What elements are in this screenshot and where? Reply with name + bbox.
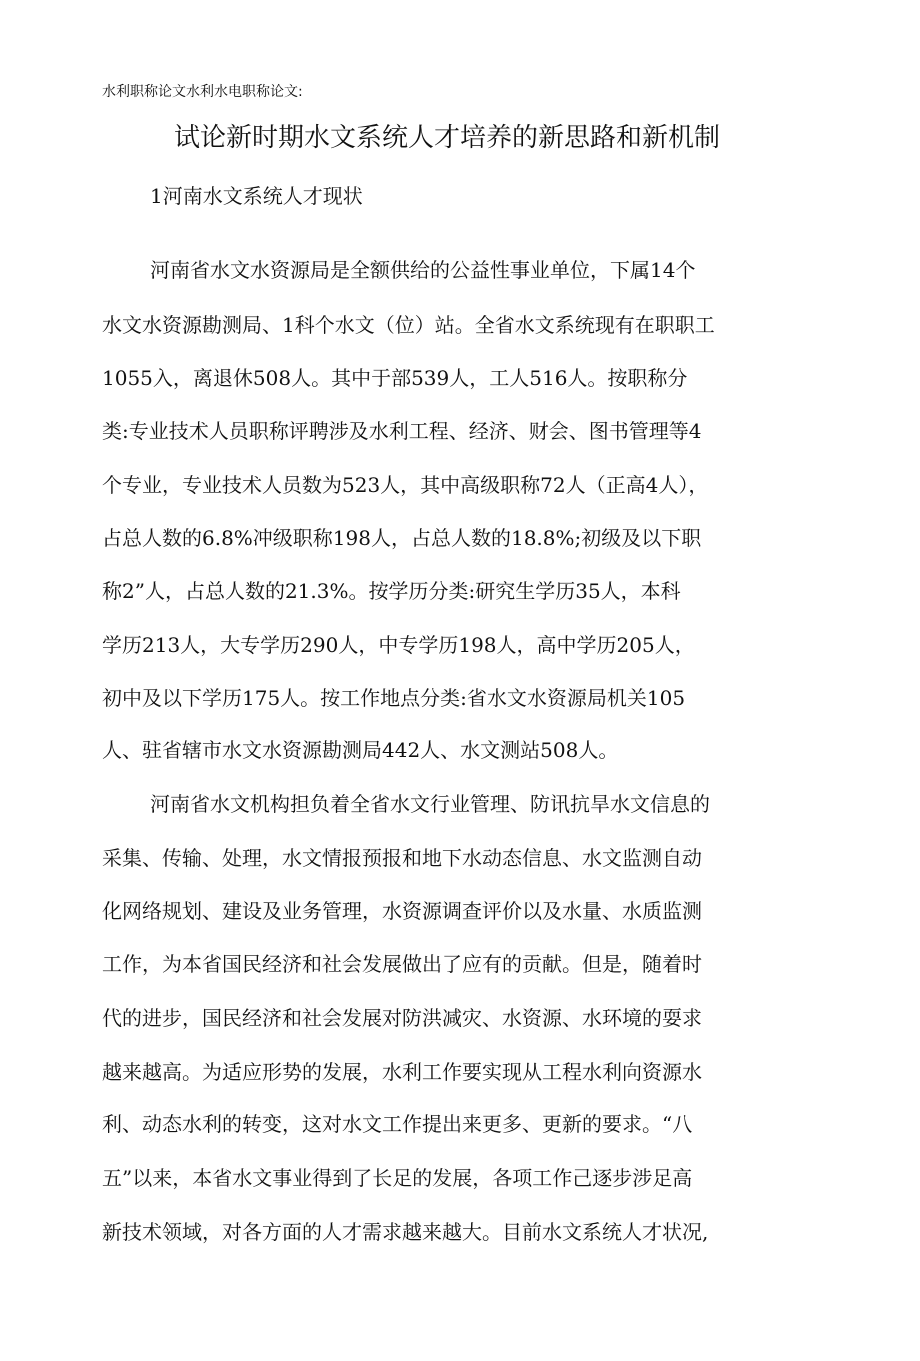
paragraph1-line-5: 个专业，专业技术人员数为523人，其中高级职称72人（正高4人）， [102,473,709,497]
document-title: 试论新时期水文系统人才培养的新思路和新机制 [174,123,721,153]
paragraph1-line-9: 初中及以下学历175人。按工作地点分类:省水文水资源局机关105 [102,686,686,710]
paragraph2-line-8: 五”以来，本省水文事业得到了长足的发展，各项工作己逐步涉足高 [102,1166,693,1190]
header-note: 水利职称论文水利水电职称论文: [102,84,303,100]
paragraph2-line-7: 利、动态水利的转变，这对水文工作提出来更多、更新的要求。“八 [102,1112,693,1136]
paragraph1-line-7: 称2”人，占总人数的21.3%。按学历分类:研究生学历35人，本科 [102,579,681,603]
paragraph1-line-1: 河南省水文水资源局是全额供给的公益性事业单位，下属14个 [150,258,696,282]
paragraph2-line-6: 越来越高。为适应形势的发展，水利工作要实现从工程水利向资源水 [102,1060,702,1084]
paragraph1-line-10: 人、驻省辖市水文水资源勘测局442人、水文测站508人。 [102,738,619,762]
paragraph1-line-3: 1055入，离退休508人。其中于部539人，工人516人。按职称分 [102,366,688,390]
paragraph1-line-2: 水文水资源勘测局、1科个水文（位）站。全省水文系统现有在职职工 [102,313,715,337]
paragraph2-line-5: 代的进步，国民经济和社会发展对防洪减灾、水资源、水环境的耍求 [102,1006,702,1030]
paragraph1-line-6: 占总人数的6.8%冲级职称198人，占总人数的18.8%;初级及以下职 [102,526,702,550]
paragraph2-line-1: 河南省水文机构担负着全省水文行业管理、防讯抗旱水文信息的 [150,792,710,816]
paragraph2-line-3: 化网络规划、建设及业务管理，水资源调查评价以及水量、水质监测 [102,899,702,923]
paragraph1-line-4: 类:专业技术人员职称评聘涉及水利工程、经济、财会、图书管理等4 [102,419,702,443]
paragraph2-line-2: 采集、传输、处理，水文情报预报和地下水动态信息、水文监测自动 [102,846,702,870]
paragraph1-line-8: 学历213人，大专学历290人，中专学历198人，高中学历205人， [102,633,695,657]
paragraph2-line-9: 新技术领域，对各方面的人才需求越来越大。目前水文系统人才状况, [102,1220,709,1244]
section-heading: 1河南水文系统人才现状 [150,184,363,208]
paragraph2-line-4: 工作，为本省国民经济和社会发展做出了应有的贡献。但是，随着时 [102,952,702,976]
